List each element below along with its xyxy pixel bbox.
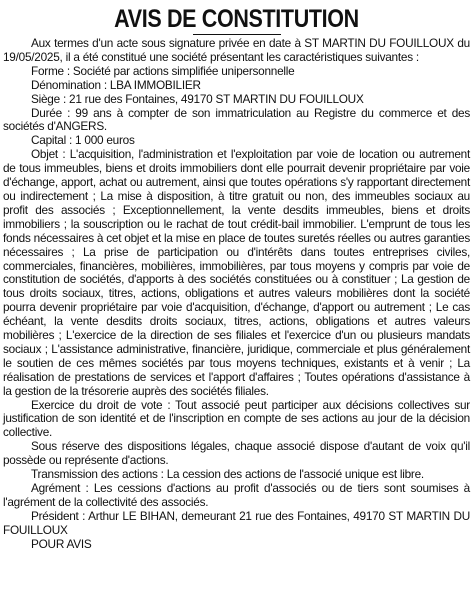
approval-paragraph: Agrément : Les cessions d'actions au profit d'associés ou de tiers sont soumises à l'agrément de la collectivité des associés.	[3, 481, 470, 509]
duration-line: Durée : 99 ans à compter de son immatriculation au Registre du commerce et des sociétés d'ANGERS.	[3, 105, 470, 134]
voting-rights-paragraph: Exercice du droit de vote : Tout associé peut participer aux décisions collectives sur justification de son identité et de l'inscription en compte de ses actions au jour de la décision collective.	[3, 397, 470, 440]
signoff-line: POUR AVIS	[31, 536, 92, 551]
registered-office-line: Siège : 21 rue des Fontaines, 49170 ST MARTIN DU FOUILLOUX	[31, 91, 364, 106]
president-paragraph: Président : Arthur LE BIHAN, demeurant 21 rue des Fontaines, 49170 ST MARTIN DU FOUILLOUX	[3, 508, 470, 537]
purpose-paragraph: Objet : L'acquisition, l'administration et l'exploitation par voie de location ou autrement de tous immeubles, biens et droits immobiliers dont elle pourrait devenir propriétaire par voie d'échange, apport, achat ou autrement, ainsi que toutes opérations s'y rapportant directement ou indirectement ; La mise à disposition, à titre gratuit ou non, des immeubles sociaux au profit des associés ; Exceptionnellement, la vente desdits immeubles, biens et droits immobiliers ; la souscription ou le rachat de tout crédit-bail immobilier. L'emprunt de tous les fonds nécessaires à cet objet et la mise en place de toutes suretés réelles ou autres garanties nécessaires ; La prise de participation ou d'intérêts dans toutes entreprises civiles, commerciales, financières, mobilières, immobilières, par tous moyens y compris par voie de constitution de sociétés, d'apports à des sociétés constituées ou à constituer ; La gestion de tous droits sociaux, titres, actions, obligations et autres valeurs mobilières dont la société pourra devenir propriétaire par voie d'acquisition, d'échange, d'apport ou autrement ; Le cas échéant, la vente desdits droits sociaux, titres, actions, obligations et autres valeurs mobilières ; L'exercice de la direction de ses filiales et l'exercice d'un ou plusieurs mandats sociaux ; L'assistance administrative, financière, juridique, commerciale et plus généralement le soutien de ces mêmes sociétés par tous moyens techniques, existants et à venir ; La réalisation de prestations de services et l'apport d'affaires ; Toutes opérations d'assistance à la gestion de la trésorerie auprès des sociétés filiales.	[3, 147, 470, 398]
capital-line: Capital : 1 000 euros	[31, 133, 135, 148]
votes-paragraph: Sous réserve des dispositions légales, chaque associé dispose d'autant de voix qu'il possède ou représente d'actions.	[3, 439, 470, 468]
intro-paragraph: Aux termes d'un acte sous signature privée en date à ST MARTIN DU FOUILLOUX du 19/05/2025, il a été constitué une société présentant les caractéristiques suivantes :	[3, 36, 470, 64]
name-line: Dénomination : LBA IMMOBILIER	[31, 77, 201, 92]
form-line: Forme : Société par actions simplifiée unipersonnelle	[31, 63, 295, 78]
share-transfer-line: Transmission des actions : La cession des actions de l'associé unique est libre.	[31, 467, 424, 482]
title-underline	[193, 34, 281, 35]
notice-body	[3, 37, 470, 552]
notice-title: AVIS DE CONSTITUTION	[114, 5, 359, 33]
